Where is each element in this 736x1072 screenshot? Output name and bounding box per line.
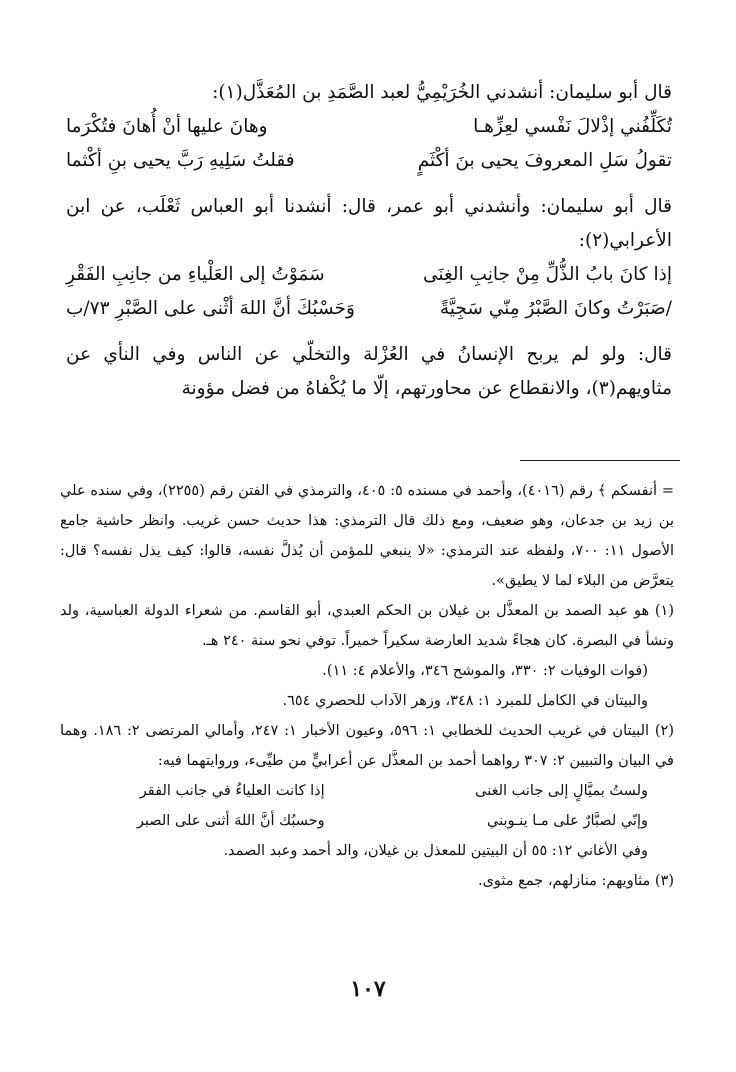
verse-hemistich-2: سَمَوْتُ إلى العَلْياءِ من جانِبِ الفَقْرِ bbox=[66, 264, 325, 285]
footnote-1-sources: (فوات الوفيات ٢: ٣٣٠، والموشح ٣٤٦، والأعلام ٤: ١١). bbox=[322, 663, 648, 679]
page-number: ١٠٧ bbox=[350, 976, 386, 1002]
verse-hemistich-1: تقولُ سَلِ المعروفَ يحيى بنَ أكْثَمٍ bbox=[417, 150, 672, 171]
verse-hemistich-1: /صَبَرْتُ وكانَ الصَّبْرُ مِنّي سَجِيَّةً bbox=[439, 298, 672, 319]
intro-paragraph-2: قال أبو سليمان: وأنشدني أبو عمر، قال: أنشدنا أبو العباس ثَعْلَب، عن ابن الأعرابي(٢): bbox=[66, 196, 672, 251]
verse-hemistich-2: فقلتُ سَلِيهِ رَبَّ يحيى بنِ أكْثما bbox=[66, 150, 295, 171]
verse-hemistich-1: إذا كانَ بابُ الذُّلِّ مِنْ جانِبِ الغِنَى bbox=[422, 264, 672, 285]
footnote-2: (٢) البيتان في غريب الحديث للخطابي ١: ٥٩٦، وعيون الأخبار ١: ٢٤٧، وأمالي المرتضى ٢: ١٨٦. وهما في البيان والتبيين ٢: ٣٠٧ رواهما أحمد بن المعذَّل عن أعرابيٍّ من طيِّىء، وروايتهما فيه: bbox=[60, 723, 674, 769]
verse-hemistich-2: وَحَسْبُكَ أنَّ اللهَ أثْنى على الصَّبْرِ ٧٣/ب bbox=[66, 298, 355, 319]
verse-line bbox=[66, 144, 672, 178]
footnote-1: (١) هو عبد الصمد بن المعذَّل بن غيلان بن الحكم العبدي، أبو القاسم. من شعراء الدولة العباسية، ولد ونشأ في البصرة. كان هجاءً شديد العارضة سكيراً خميراً. توفي نحو سنة ٢٤٠ هـ. bbox=[60, 603, 674, 649]
footnote-1-verses-ref: والبيتان في الكامل للمبرد ١: ٣٤٨، وزهر الآداب للحصري ٦٥٤. bbox=[282, 693, 648, 709]
verse-hemistich-1: تُكَلِّفُني إذْلالَ نَفْسي لعِزِّهـا bbox=[473, 116, 672, 137]
footnote-separator bbox=[520, 460, 680, 461]
intro-line-1: قال أبو سليمان: أنشدني الخُرَيْمِيُّ لعبد الصَّمَدِ بن المُعَذَّل(١): bbox=[212, 82, 672, 103]
footnote-verse-line bbox=[60, 806, 674, 836]
main-text bbox=[66, 76, 672, 406]
footnote-verse-line bbox=[60, 776, 674, 806]
footnote-continuation: = أنفسكم ﴾ رقم (٤٠١٦)، وأحمد في مسنده ٥: ٤٠٥، والترمذي في الفتن رقم (٢٢٥٥)، وفي سنده علي بن زيد بن جدعان، وهو ضعيف، ومع ذلك قال الترمذي: هذا حديث حسن غريب. وانظر حاشية جامع الأصول ١١: ٧٠٠، ولفظه عند الترمذي: «لا ينبغي للمؤمن أن يُذلَّ نفسه، قالوا: كيف يذل نفسه؟ قال: يتعرَّض من البلاء لما لا يطيق». bbox=[60, 483, 675, 589]
verse-hemistich-2: إذا كانت العلياءُ في جانب الفقر bbox=[139, 783, 325, 799]
verse-line bbox=[66, 292, 672, 326]
footnotes bbox=[60, 476, 674, 896]
verse-hemistich-1: ولستُ بميَّالٍ إلى جانب الغنى bbox=[475, 783, 648, 799]
footnote-3: (٣) مثاويهم: منازلهم، جمع مثوى. bbox=[477, 873, 674, 889]
verse-line bbox=[66, 258, 672, 292]
paragraph-3: قال: ولو لم يربح الإنسانُ في العُزْلة والتخلّي عن الناس وفي النأي عن مثاويهم(٣)، والانقطاع عن محاورتهم، إلّا ما يُكْفاهُ من فضل مؤونة bbox=[66, 344, 672, 399]
verse-line bbox=[66, 110, 672, 144]
footnote-2-end: وفي الأغاني ١٢: ٥٥ أن البيتين للمعذل بن غيلان، والد أحمد وعبد الصمد. bbox=[223, 843, 648, 859]
verse-hemistich-2: وهانَ عليها أنْ أُهانَ فتُكْرَما bbox=[66, 116, 268, 137]
verse-hemistich-1: وإنّي لصبَّارٌ على مـا ينـوبني bbox=[487, 813, 648, 829]
verse-hemistich-2: وحسبُك أنَّ اللهَ أثنى على الصبر bbox=[136, 813, 325, 829]
